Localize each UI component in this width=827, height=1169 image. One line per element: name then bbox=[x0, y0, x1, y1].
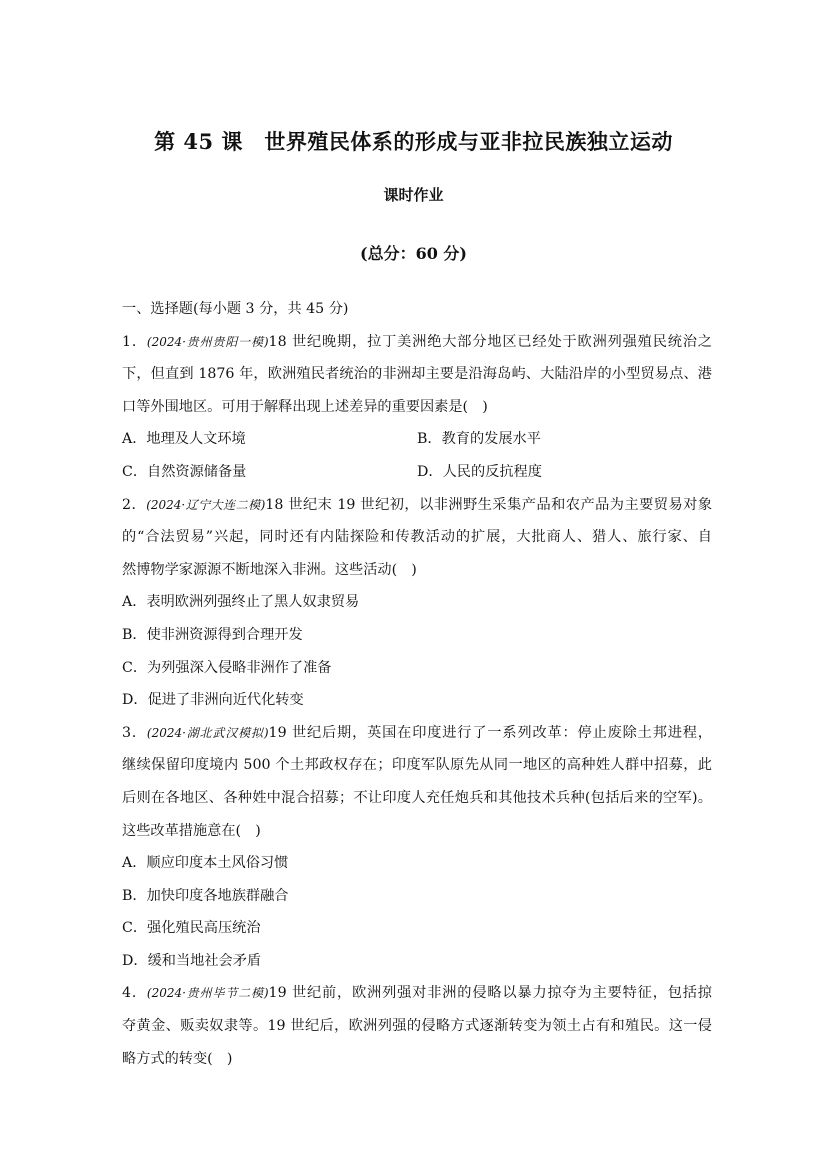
question-2-line-3: 然博物学家源源不断地深入非洲。这些活动( ) bbox=[122, 561, 417, 578]
option-d: D．缓和当地社会矛盾 bbox=[122, 952, 262, 969]
page-subtitle: 课时作业 bbox=[383, 186, 444, 204]
question-1 bbox=[122, 331, 712, 494]
option-a: A．顺应印度本土风俗习惯 bbox=[122, 855, 289, 872]
option-c: C．自然资源储备量 bbox=[122, 463, 247, 480]
option-b: B．加快印度各地族群融合 bbox=[122, 887, 289, 904]
question-3-line-2: 继续保留印度境内 500 个土邦政权存在；印度军队原先从同一地区的高种姓人群中招募，此 bbox=[122, 757, 712, 774]
question-3 bbox=[122, 722, 712, 983]
question-1-line-2: 下，但直到 1876 年，欧洲殖民者统治的非洲却主要是沿海岛屿、大陆沿岸的小型贸易点、港 bbox=[122, 366, 712, 383]
question-number: 4． bbox=[122, 985, 147, 1002]
question-4 bbox=[122, 982, 712, 1080]
question-source: (2024·贵州贵阳一模) bbox=[146, 334, 269, 349]
option-d: D．促进了非洲向近代化转变 bbox=[122, 692, 304, 709]
option-c: C．强化殖民高压统治 bbox=[122, 920, 261, 937]
question-1-line-1 bbox=[122, 331, 712, 364]
option-b: B．教育的发展水平 bbox=[417, 431, 541, 448]
question-2-line-2: 的“合法贸易”兴起，同时还有内陆探险和传教活动的扩展，大批商人、猎人、旅行家、自 bbox=[122, 529, 712, 546]
question-source: (2024·湖北武汉模拟) bbox=[146, 725, 269, 740]
question-1-line-3: 口等外围地区。可用于解释出现上述差异的重要因素是( ) bbox=[122, 398, 488, 415]
question-3-line-4: 这些改革措施意在( ) bbox=[122, 822, 261, 839]
question-text: 18 世纪晚期，拉丁美洲绝大部分地区已经处于欧洲列强殖民统治之 bbox=[268, 333, 712, 350]
question-source: (2024·贵州毕节二模) bbox=[146, 986, 269, 1001]
question-4-line-3: 略方式的转变( ) bbox=[122, 1050, 233, 1067]
question-number: 3． bbox=[122, 724, 147, 741]
question-text: 18 世纪末 19 世纪初，以非洲野生采集产品和农产品为主要贸易对象 bbox=[265, 496, 713, 513]
question-4-line-1 bbox=[122, 982, 712, 1015]
question-text: 19 世纪后期，英国在印度进行了一系列改革：停止废除土邦进程， bbox=[268, 724, 712, 741]
option-c: C．为列强深入侵略非洲作了准备 bbox=[122, 659, 332, 676]
option-d: D．人民的反抗程度 bbox=[417, 463, 542, 480]
question-4-line-2: 夺黄金、贩卖奴隶等。19 世纪后，欧洲列强的侵略方式逐渐转变为领土占有和殖民。这一侵 bbox=[122, 1018, 712, 1035]
option-b: B．使非洲资源得到合理开发 bbox=[122, 626, 303, 643]
options-row bbox=[122, 428, 712, 461]
question-number: 1． bbox=[122, 333, 147, 350]
section-heading: 一、选择题(每小题 3 分，共 45 分) bbox=[122, 301, 349, 317]
page-title: 第 45 课 世界殖民体系的形成与亚非拉民族独立运动 bbox=[154, 129, 673, 154]
option-a: A．表明欧洲列强终止了黑人奴隶贸易 bbox=[122, 594, 360, 611]
document-body bbox=[122, 298, 712, 1080]
question-source: (2024·辽宁大连二模) bbox=[146, 497, 266, 512]
question-2 bbox=[122, 494, 712, 722]
total-score: (总分：60 分) bbox=[360, 244, 467, 263]
question-3-line-3: 后则在各地区、各种姓中混合招募；不让印度人充任炮兵和其他技术兵种(包括后来的空军)。 bbox=[122, 789, 712, 806]
options-row bbox=[122, 461, 712, 494]
option-a: A．地理及人文环境 bbox=[122, 431, 246, 448]
question-number: 2． bbox=[122, 496, 147, 513]
question-2-line-1 bbox=[122, 494, 712, 527]
question-text: 19 世纪前，欧洲列强对非洲的侵略以暴力掠夺为主要特征，包括掠 bbox=[268, 985, 712, 1002]
question-3-line-1 bbox=[122, 722, 712, 755]
